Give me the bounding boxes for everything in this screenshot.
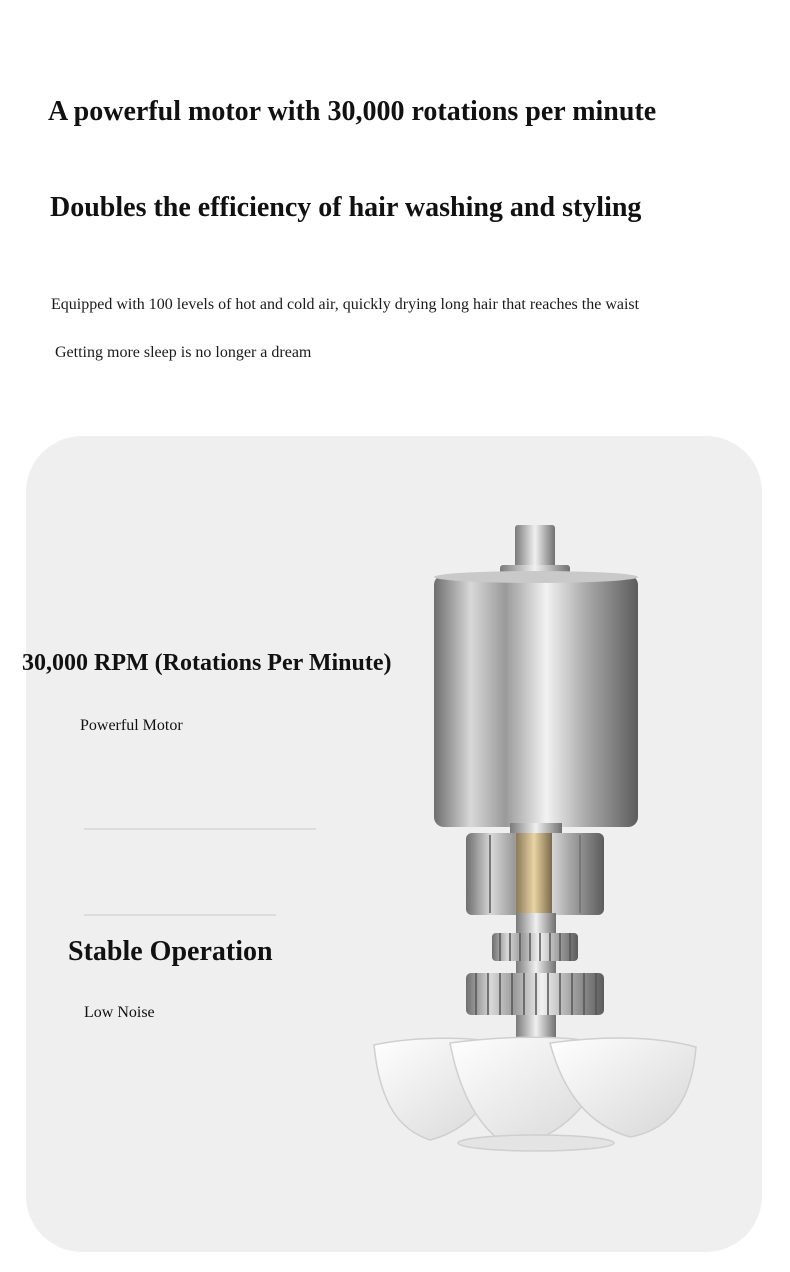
divider: [84, 828, 316, 830]
headline-motor-speed: A powerful motor with 30,000 rotations per minute: [48, 96, 657, 127]
motor-illustration: [360, 515, 710, 1155]
motor-housing-icon: [434, 575, 638, 827]
headline-efficiency: Doubles the efficiency of hair washing and styling: [50, 192, 642, 223]
stable-operation-title: Stable Operation: [68, 936, 273, 967]
description-more-sleep: Getting more sleep is no longer a dream: [55, 344, 312, 361]
rpm-title: 30,000 RPM (Rotations Per Minute): [22, 650, 392, 676]
rpm-subtitle: Powerful Motor: [80, 717, 183, 734]
top-shaft-icon: [515, 525, 555, 570]
description-hot-cold-air: Equipped with 100 levels of hot and cold air, quickly drying long hair that reaches the waist: [51, 296, 640, 313]
fan-impeller-icon: [374, 1037, 696, 1151]
divider: [84, 914, 276, 916]
small-gear-icon: [492, 933, 578, 961]
low-noise-subtitle: Low Noise: [84, 1004, 155, 1021]
